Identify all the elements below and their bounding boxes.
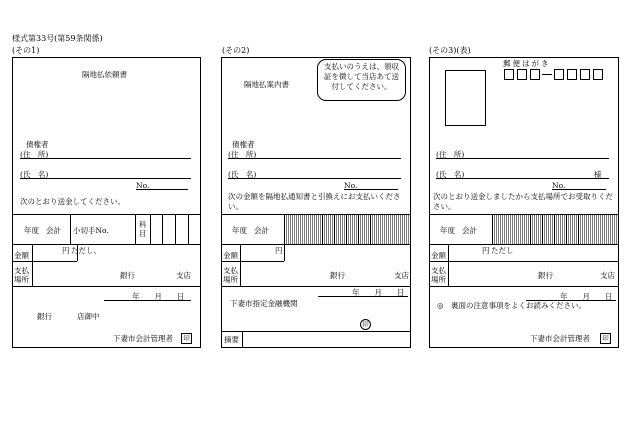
account-label: 会計 bbox=[254, 226, 269, 235]
shaded-area bbox=[285, 215, 410, 244]
name-label: (氏 名) bbox=[436, 170, 465, 179]
honorific-label: 様 bbox=[594, 170, 602, 179]
zip-box bbox=[554, 69, 564, 80]
zip-box bbox=[567, 69, 577, 80]
instruction-text: 次のとおり送金してください。 bbox=[20, 197, 125, 206]
institution-label: 下妻市指定金融機関 bbox=[230, 299, 298, 308]
item-label: 科目 bbox=[139, 220, 147, 238]
card2-label: (その2) bbox=[222, 46, 250, 55]
shaded-area bbox=[493, 215, 618, 244]
name-label: (氏 名) bbox=[228, 170, 257, 179]
stamp-box bbox=[445, 70, 486, 126]
postcard-label: 郵便はがき bbox=[503, 59, 551, 68]
zip-box bbox=[517, 69, 527, 80]
yen-label: 円 bbox=[62, 246, 70, 255]
zip-box bbox=[580, 69, 590, 80]
card2-heading: 隔地払案内書 bbox=[244, 80, 289, 89]
account-label: 会計 bbox=[46, 226, 61, 235]
creditor-label: 債権者 bbox=[26, 140, 49, 149]
name-label: (氏 名) bbox=[20, 170, 49, 179]
check-no-label: 小切手No. bbox=[73, 226, 109, 235]
account-label: 会計 bbox=[462, 226, 477, 235]
issuer-label: 下妻市会計管理者 bbox=[113, 334, 173, 343]
note-label: ただし、 bbox=[71, 246, 101, 255]
yen-label: 円 bbox=[482, 246, 490, 255]
card1-label: (その1) bbox=[12, 46, 40, 55]
form-number: 様式第33号(第59条関係) bbox=[12, 34, 103, 43]
date-label: 年 月 日 bbox=[132, 292, 185, 301]
instruction-text: 次の金額を隔地払通知書と引換えにお支払いください。 bbox=[228, 192, 401, 211]
bank-name-label: 銀行 bbox=[37, 312, 52, 321]
amount-label: 金額 bbox=[14, 251, 29, 260]
amount-label: 金額 bbox=[223, 251, 238, 260]
back-notice-text: ◎ 裏面の注意事項をよくお読みください。 bbox=[437, 301, 587, 310]
creditor-label: 債権者 bbox=[232, 140, 255, 149]
branch-label: 支店 bbox=[600, 271, 615, 280]
address-label: (住 所) bbox=[228, 150, 257, 159]
seal-circle: 印 bbox=[360, 319, 371, 330]
seal-box: 印 bbox=[600, 333, 611, 344]
date-label: 年 月 日 bbox=[352, 288, 405, 297]
yen-label: 円 bbox=[275, 246, 283, 255]
pay-place-label: 支払場所 bbox=[431, 266, 446, 284]
receipt-notice-box: 支払いのうえは、領収証を徴して当店あて送付してください。 bbox=[317, 59, 406, 101]
issuer-label: 下妻市会計管理者 bbox=[530, 334, 590, 343]
date-label: 年 月 日 bbox=[560, 292, 613, 301]
zip-box bbox=[593, 69, 603, 80]
zip-separator bbox=[542, 74, 552, 75]
zip-box bbox=[504, 69, 514, 80]
no-label: No. bbox=[344, 181, 358, 190]
pay-place-label: 支払場所 bbox=[223, 266, 238, 284]
bank-label: 銀行 bbox=[330, 271, 345, 280]
pay-place-label: 支払場所 bbox=[14, 266, 29, 284]
seal-box: 印 bbox=[181, 333, 192, 344]
card1-heading: 隔地払依頼書 bbox=[82, 70, 127, 79]
bank-label: 銀行 bbox=[538, 271, 553, 280]
no-label: No. bbox=[552, 181, 566, 190]
branch-label: 支店 bbox=[176, 271, 191, 280]
address-label: (住 所) bbox=[20, 150, 49, 159]
zip-box bbox=[530, 69, 540, 80]
fiscal-year-label: 年度 bbox=[440, 226, 455, 235]
address-label: (住 所) bbox=[436, 150, 465, 159]
addressee-label: 店御中 bbox=[77, 312, 100, 321]
summary-label: 摘要 bbox=[224, 335, 239, 344]
bank-label: 銀行 bbox=[120, 271, 135, 280]
branch-label: 支店 bbox=[394, 271, 409, 280]
no-label: No. bbox=[136, 181, 150, 190]
card3-label: (その3)(表) bbox=[429, 46, 471, 55]
amount-label: 金額 bbox=[431, 251, 446, 260]
note-label: ただし bbox=[491, 246, 514, 255]
instruction-text: 次のとおり送金しましたから支払場所でお受取りください。 bbox=[433, 192, 613, 211]
fiscal-year-label: 年度 bbox=[24, 226, 39, 235]
fiscal-year-label: 年度 bbox=[232, 226, 247, 235]
